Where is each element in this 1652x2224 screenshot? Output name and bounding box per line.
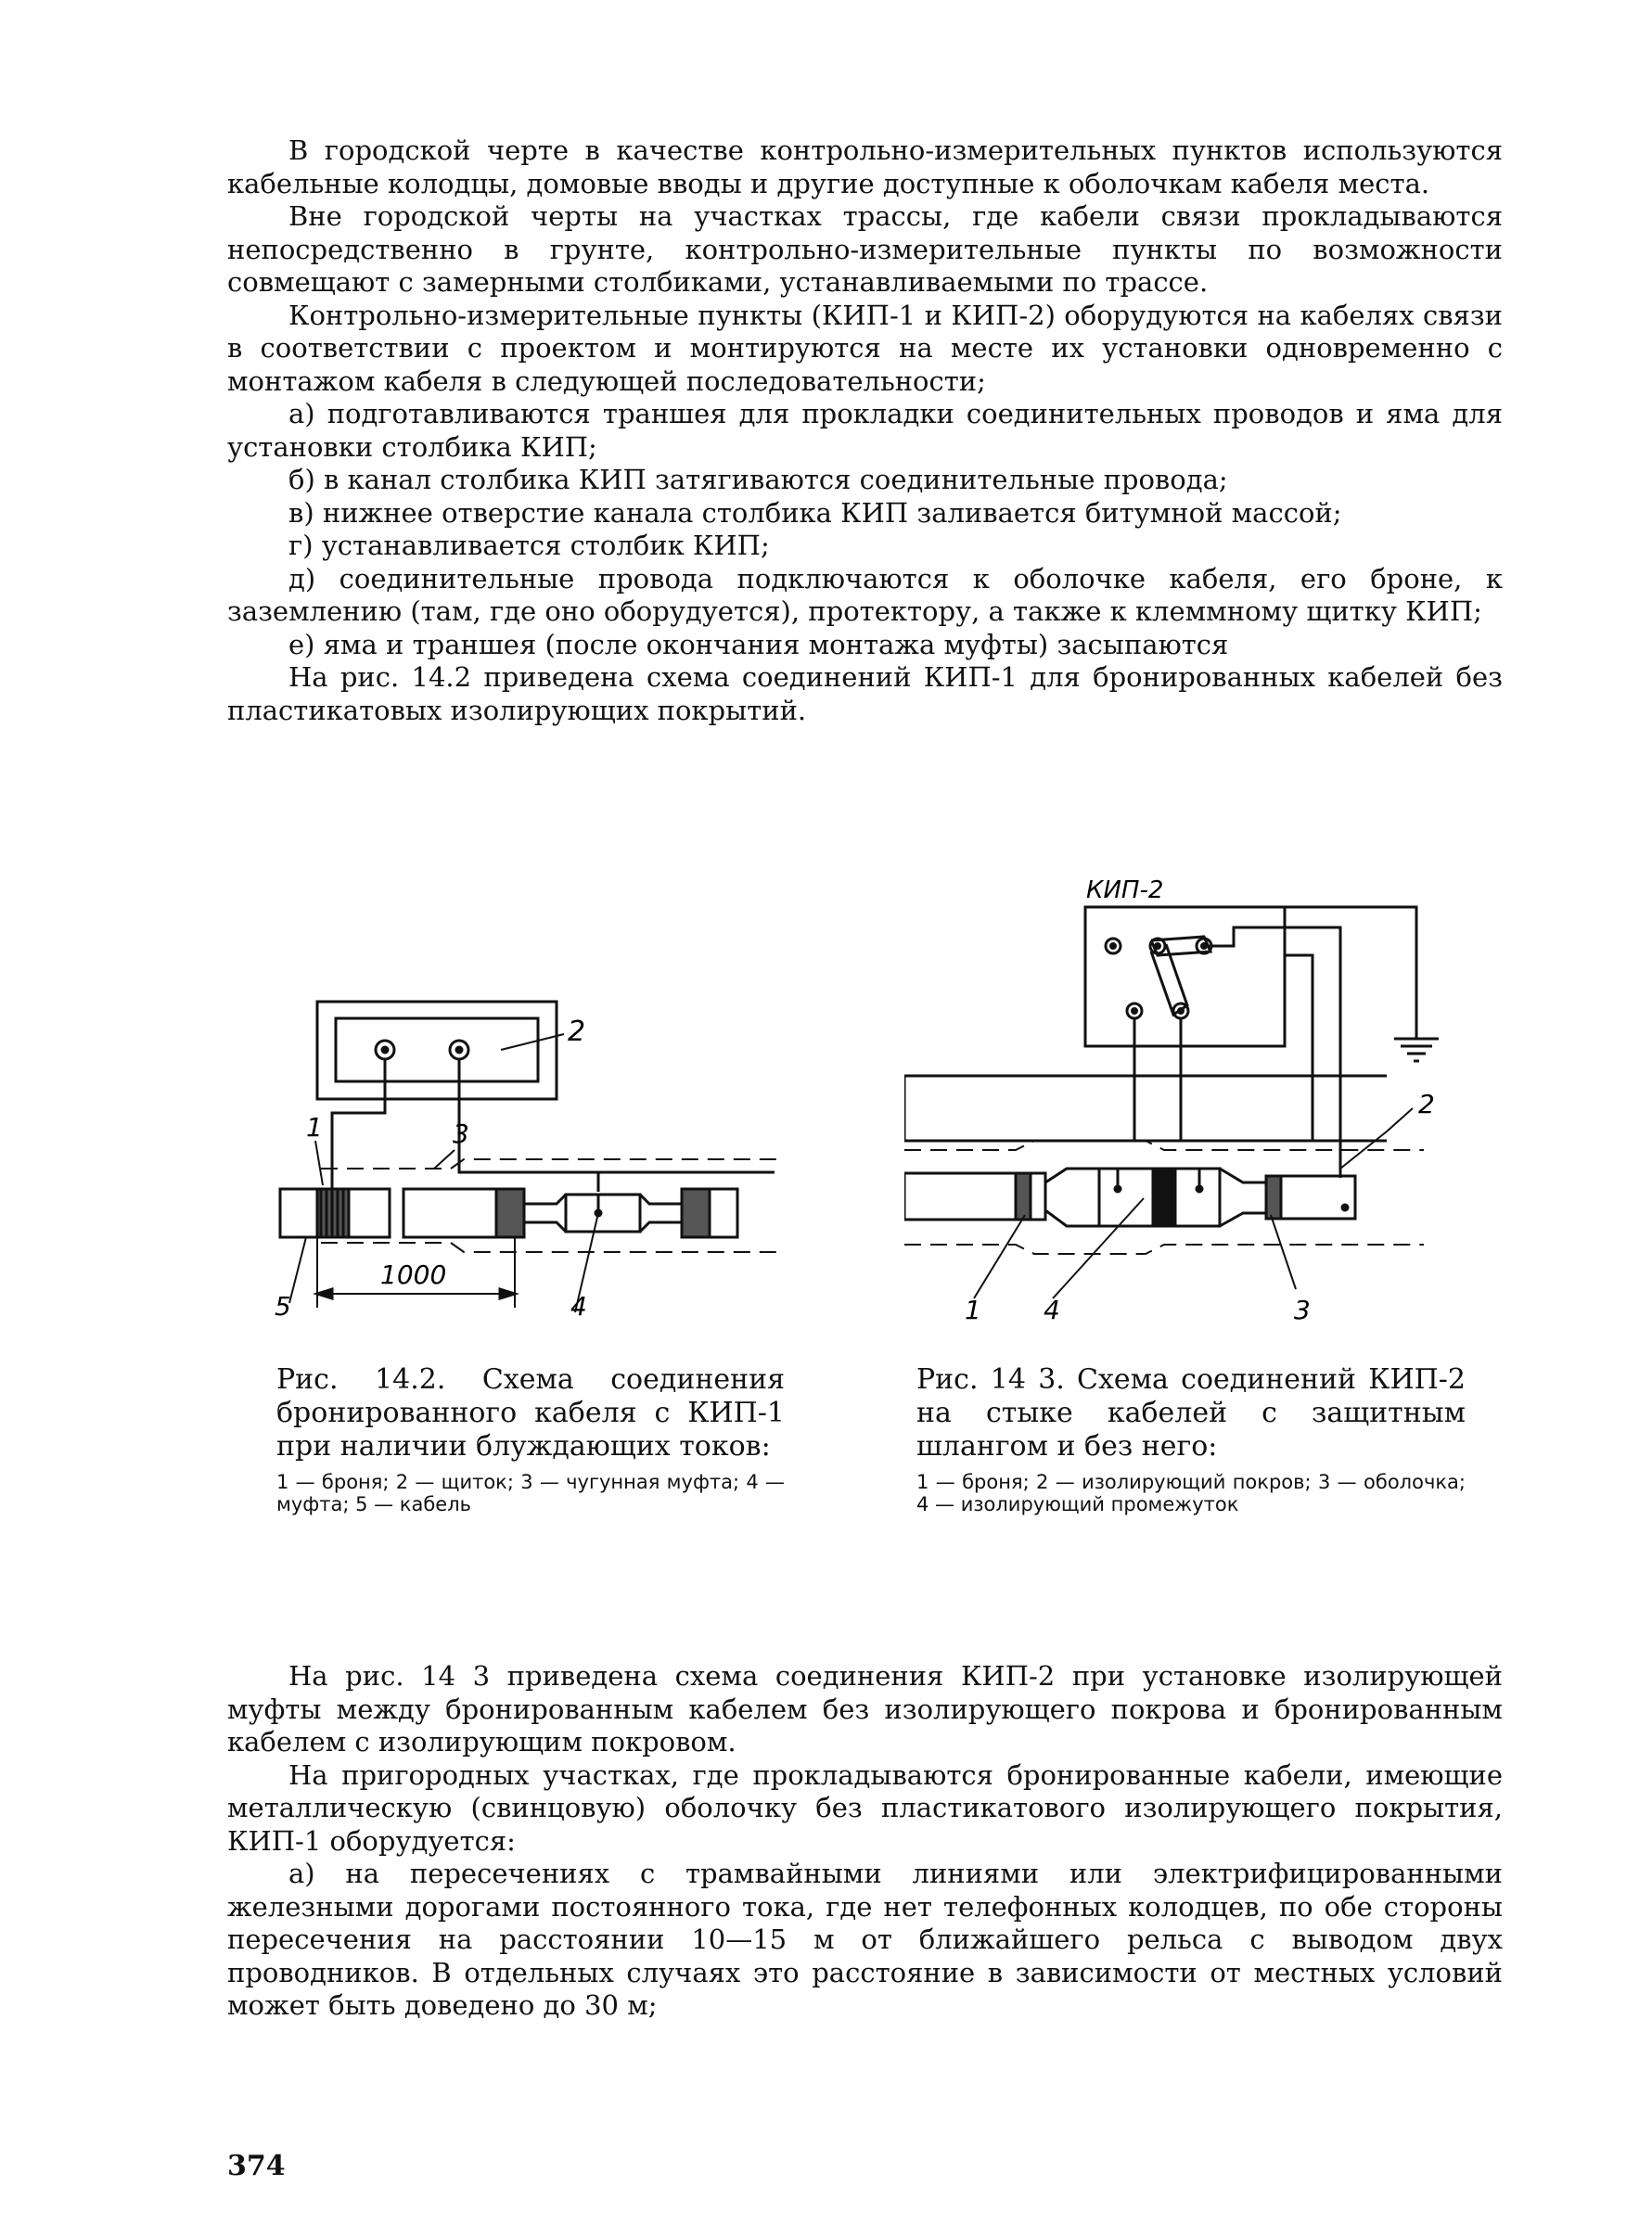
figure-14-3-caption-legend: 1 — броня; 2 — изолирующий покров; 3 — оболочка; 4 — изолирующий промежуток — [916, 1471, 1466, 1515]
fig3-label-3: 3 — [1294, 1295, 1311, 1325]
top-text-block — [227, 134, 1503, 727]
paragraph-fig-14-3-ref: На рис. 14 3 приведена схема соединения КИП-2 при установке изолирующей муфты между бронированным кабелем без изолирующего покрова и бронированным кабелем с изолирующим покровом. — [227, 1660, 1503, 1757]
figure-14-3-caption-title: Рис. 14 3. Схема соединений КИП-2 на стыке кабелей с защитным шлангом и без него: — [916, 1363, 1466, 1463]
muff-4 — [566, 1195, 640, 1232]
fig3-label-2: 2 — [1418, 1089, 1435, 1119]
paragraph-fig-14-2-ref: На рис. 14.2 приведена схема соединений КИП-1 для бронированных кабелей без пластикатовых изолирующих покрытий. — [227, 661, 1503, 726]
fig2-label-2: 2 — [568, 1016, 586, 1048]
paragraph-city-points: В городской черте в качестве контрольно-измерительных пунктов используются кабельные колодцы, домовые вводы и другие доступные к оболочкам кабеля места. — [227, 134, 1503, 199]
fig2-dimension-1000: 1000 — [380, 1259, 447, 1290]
fig3-title-kip2: КИП-2 — [1086, 876, 1164, 904]
list-item-d: д) соединительные провода подключаются к оболочке кабеля, его броне, к заземлению (там, где оно оборудуется), протектору, а также к клеммному щитку КИП; — [227, 562, 1503, 627]
wire-right — [459, 1059, 598, 1192]
paragraph-outside-city: Вне городской черты на участках трассы, где кабели связи прокладываются непосредственно в грунте, контрольно-измерительные пункты по возможности совмещают с замерными столбиками, устанавливаемыми по трассе. — [227, 200, 1503, 298]
fig2-label-1: 1 — [306, 1112, 323, 1143]
figure-14-2-caption-legend: 1 — броня; 2 — щиток; 3 — чугунная муфта; 4 — муфта; 5 — кабель — [276, 1471, 785, 1515]
list-item-a: а) подготавливаются траншея для прокладки соединительных проводов и яма для установки столбика КИП; — [227, 398, 1503, 463]
list-item-crossings: а) на пересечениях с трамвайными линиями или электрифицированными железными дорогами постоянного тока, где нет телефонных колодцев, по обе стороны пересечения на расстоянии 10—15 м от ближайшего рельса с выводом двух проводников. В отдельных случаях это расстояние в зависимости от местных условий может быть доведено до 30 м; — [227, 1858, 1503, 2021]
fig2-label-5: 5 — [275, 1291, 291, 1317]
cable-5 — [280, 1189, 317, 1237]
bottom-text-block — [227, 1660, 1503, 2023]
list-item-b: б) в канал столбика КИП затягиваются соединительные провода; — [288, 464, 1228, 495]
paragraph-kip-sequence: Контрольно-измерительные пункты (КИП-1 и КИП-2) оборудуются на кабелях связи в соответствии с проектом и монтируются на месте их установки одновременно с монтажом кабеля в следующей последовательности; — [227, 299, 1503, 397]
fig3-label-1: 1 — [965, 1295, 981, 1325]
terminal-box-outer — [317, 1002, 557, 1099]
fig3-label-4: 4 — [1044, 1295, 1060, 1325]
fig2-label-4: 4 — [570, 1291, 587, 1317]
figure-14-2-caption-title: Рис. 14.2. Схема соединения бронированного кабеля с КИП-1 при наличии блуждающих токов: — [276, 1363, 785, 1463]
list-item-v: в) нижнее отверстие канала столбика КИП заливается битумной массой; — [288, 496, 1342, 529]
page-number: 374 — [227, 2150, 286, 2182]
list-item-g: г) устанавливается столбик КИП; — [288, 530, 770, 561]
paragraph-suburban: На пригородных участках, где прокладываются бронированные кабели, имеющие металлическую (свинцовую) оболочку без пластикатового изолирующего покрытия, КИП-1 оборудуется: — [227, 1758, 1503, 1857]
insulating-gap — [1153, 1169, 1175, 1226]
wire-left — [332, 1059, 385, 1192]
figure-14-2-diagram — [269, 983, 826, 1317]
list-item-e: е) яма и траншея (после окончания монтажа муфты) засыпаются — [288, 628, 1229, 660]
figure-14-3-diagram — [904, 863, 1479, 1326]
figure-14-3-caption — [916, 1363, 1466, 1515]
figure-14-2-caption — [276, 1363, 785, 1515]
terminal-box-inner — [336, 1018, 538, 1081]
fig2-label-3: 3 — [453, 1118, 469, 1149]
